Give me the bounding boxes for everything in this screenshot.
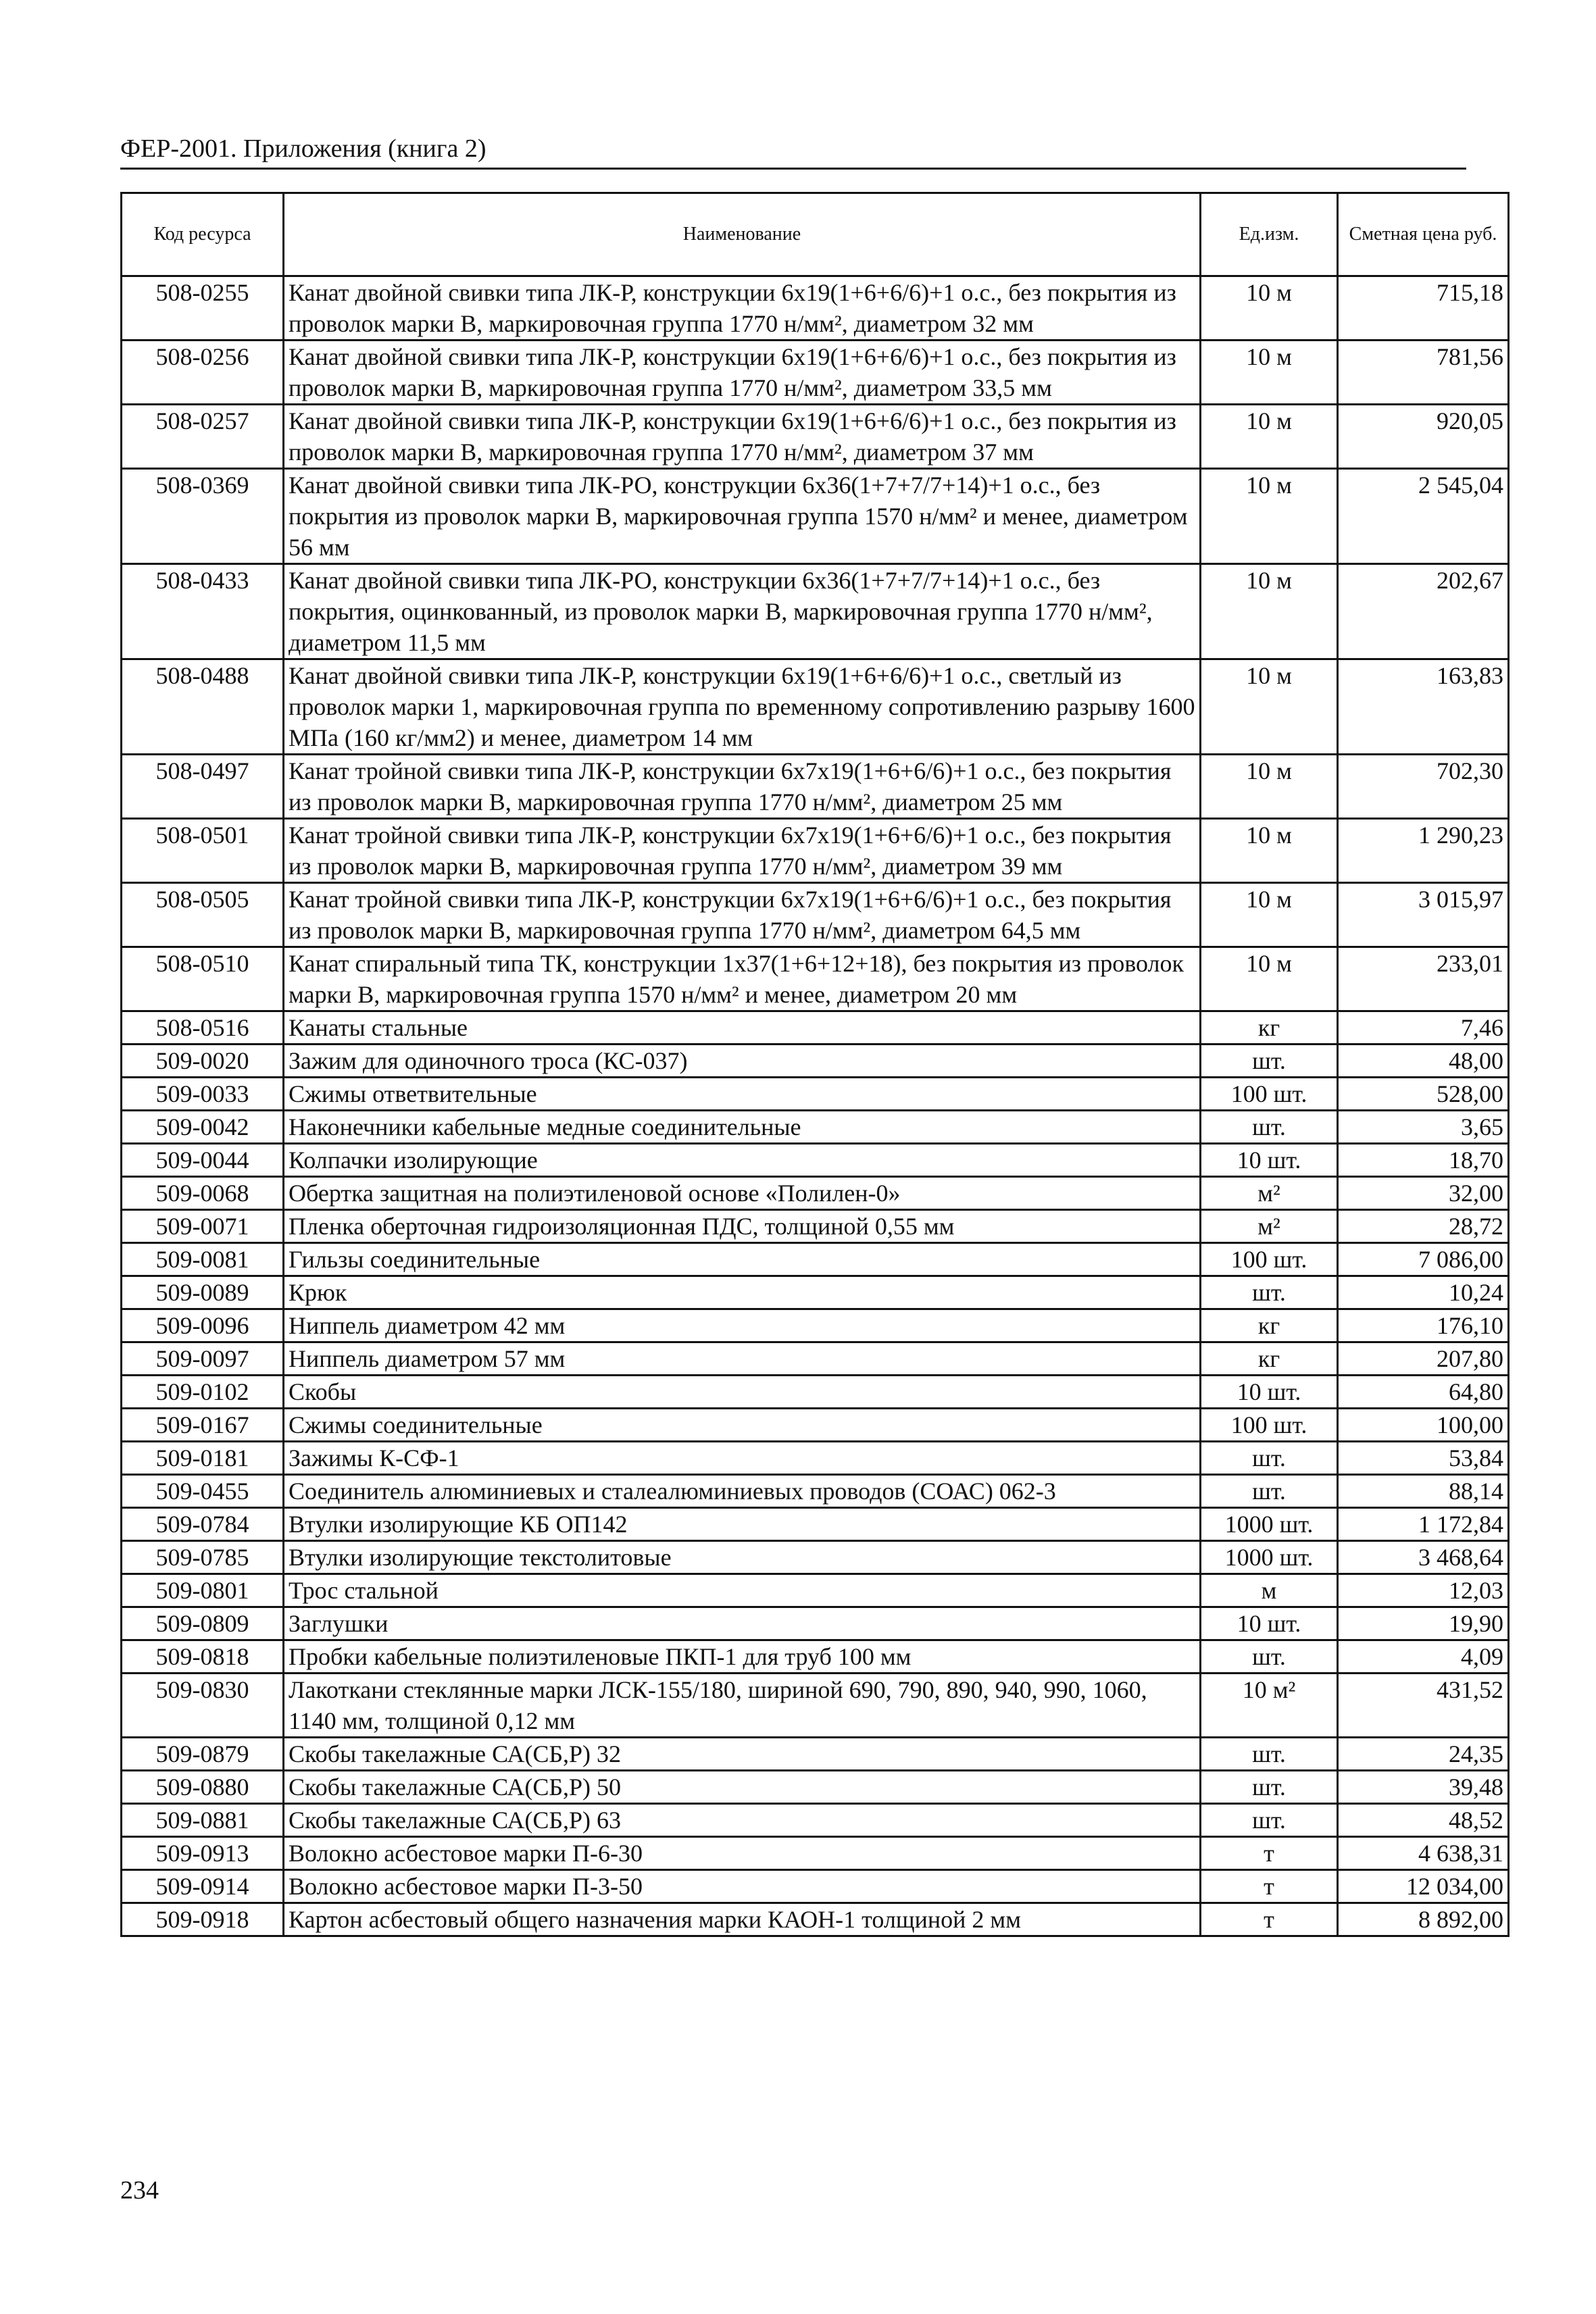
cell-price: 4,09 <box>1338 1640 1509 1674</box>
cell-name: Лакоткани стеклянные марки ЛСК-155/180, шириной 690, 790, 890, 940, 990, 1060, 1140 мм, толщиной 0,12 мм <box>284 1674 1201 1738</box>
cell-price: 163,83 <box>1338 659 1509 755</box>
cell-price: 19,90 <box>1338 1607 1509 1640</box>
cell-code: 509-0879 <box>122 1738 284 1771</box>
cell-code: 509-0455 <box>122 1475 284 1508</box>
cell-name: Канат двойной свивки типа ЛК-РО, конструкции 6х36(1+7+7/7+14)+1 о.с., без покрытия из проволок марки В, маркировочная группа 1570 н/мм² и менее, диаметром 56 мм <box>284 469 1201 564</box>
cell-price: 431,52 <box>1338 1674 1509 1738</box>
cell-price: 24,35 <box>1338 1738 1509 1771</box>
cell-code: 508-0516 <box>122 1011 284 1045</box>
cell-code: 509-0042 <box>122 1111 284 1144</box>
table-row <box>122 564 1509 659</box>
cell-code: 508-0488 <box>122 659 284 755</box>
cell-code: 509-0096 <box>122 1309 284 1342</box>
cell-name: Сжимы соединительные <box>284 1409 1201 1442</box>
cell-code: 509-0818 <box>122 1640 284 1674</box>
cell-code: 509-0809 <box>122 1607 284 1640</box>
cell-price: 88,14 <box>1338 1475 1509 1508</box>
cell-code: 509-0880 <box>122 1771 284 1804</box>
page-header: ФЕР-2001. Приложения (книга 2) <box>120 132 1466 170</box>
cell-code: 509-0913 <box>122 1837 284 1870</box>
cell-code: 509-0918 <box>122 1903 284 1936</box>
cell-unit: 10 шт. <box>1201 1607 1338 1640</box>
column-header-price: Сметная цена руб. <box>1338 193 1509 276</box>
cell-unit: 1000 шт. <box>1201 1541 1338 1574</box>
cell-code: 509-0033 <box>122 1078 284 1111</box>
cell-name: Сжимы ответвительные <box>284 1078 1201 1111</box>
cell-code: 508-0505 <box>122 883 284 947</box>
cell-price: 53,84 <box>1338 1442 1509 1475</box>
cell-unit: 10 шт. <box>1201 1144 1338 1177</box>
price-table <box>120 192 1510 1937</box>
cell-unit: 10 м <box>1201 883 1338 947</box>
cell-code: 509-0097 <box>122 1342 284 1376</box>
cell-unit: шт. <box>1201 1045 1338 1078</box>
cell-price: 8 892,00 <box>1338 1903 1509 1936</box>
table-row <box>122 1508 1509 1541</box>
table-row <box>122 1903 1509 1936</box>
cell-price: 3 015,97 <box>1338 883 1509 947</box>
cell-price: 39,48 <box>1338 1771 1509 1804</box>
cell-name: Скобы <box>284 1376 1201 1409</box>
table-row <box>122 1804 1509 1837</box>
table-row <box>122 341 1509 405</box>
cell-code: 509-0785 <box>122 1541 284 1574</box>
table-row <box>122 883 1509 947</box>
cell-price: 18,70 <box>1338 1144 1509 1177</box>
table-row <box>122 1177 1509 1210</box>
cell-price: 528,00 <box>1338 1078 1509 1111</box>
cell-name: Канат тройной свивки типа ЛК-Р, конструкции 6х7х19(1+6+6/6)+1 о.с., без покрытия из проволок марки В, маркировочная группа 1770 н/мм², диаметром 25 мм <box>284 755 1201 819</box>
cell-unit: 10 шт. <box>1201 1376 1338 1409</box>
cell-unit: 100 шт. <box>1201 1078 1338 1111</box>
table-row <box>122 1078 1509 1111</box>
table-row <box>122 1607 1509 1640</box>
cell-code: 508-0255 <box>122 276 284 341</box>
cell-unit: 10 м <box>1201 755 1338 819</box>
table-row <box>122 755 1509 819</box>
cell-price: 2 545,04 <box>1338 469 1509 564</box>
cell-unit: 1000 шт. <box>1201 1508 1338 1541</box>
cell-name: Крюк <box>284 1276 1201 1309</box>
cell-price: 702,30 <box>1338 755 1509 819</box>
cell-name: Ниппель диаметром 42 мм <box>284 1309 1201 1342</box>
cell-code: 509-0020 <box>122 1045 284 1078</box>
cell-name: Втулки изолирующие КБ ОП142 <box>284 1508 1201 1541</box>
cell-price: 64,80 <box>1338 1376 1509 1409</box>
cell-unit: 100 шт. <box>1201 1243 1338 1276</box>
cell-price: 7 086,00 <box>1338 1243 1509 1276</box>
cell-code: 509-0167 <box>122 1409 284 1442</box>
table-row <box>122 659 1509 755</box>
table-row <box>122 1376 1509 1409</box>
cell-unit: м² <box>1201 1177 1338 1210</box>
cell-unit: кг <box>1201 1011 1338 1045</box>
cell-code: 509-0081 <box>122 1243 284 1276</box>
cell-unit: шт. <box>1201 1771 1338 1804</box>
cell-name: Канат тройной свивки типа ЛК-Р, конструкции 6х7х19(1+6+6/6)+1 о.с., без покрытия из проволок марки В, маркировочная группа 1770 н/мм², диаметром 64,5 мм <box>284 883 1201 947</box>
table-row <box>122 1045 1509 1078</box>
cell-price: 3 468,64 <box>1338 1541 1509 1574</box>
cell-name: Колпачки изолирующие <box>284 1144 1201 1177</box>
cell-code: 509-0784 <box>122 1508 284 1541</box>
cell-price: 4 638,31 <box>1338 1837 1509 1870</box>
cell-unit: шт. <box>1201 1475 1338 1508</box>
cell-name: Канат двойной свивки типа ЛК-Р, конструкции 6х19(1+6+6/6)+1 о.с., светлый из проволок марки 1, маркировочная группа по временному сопротивлению разрыву 1600 МПа (160 кг/мм2) и менее, диаметром 14 мм <box>284 659 1201 755</box>
cell-unit: шт. <box>1201 1738 1338 1771</box>
cell-name: Скобы такелажные СА(СБ,Р) 32 <box>284 1738 1201 1771</box>
cell-unit: шт. <box>1201 1111 1338 1144</box>
table-row <box>122 1210 1509 1243</box>
cell-unit: м² <box>1201 1210 1338 1243</box>
table-row <box>122 1342 1509 1376</box>
cell-unit: т <box>1201 1903 1338 1936</box>
cell-code: 509-0089 <box>122 1276 284 1309</box>
cell-price: 176,10 <box>1338 1309 1509 1342</box>
cell-unit: шт. <box>1201 1442 1338 1475</box>
cell-unit: 10 м <box>1201 659 1338 755</box>
cell-price: 48,00 <box>1338 1045 1509 1078</box>
table-row <box>122 1243 1509 1276</box>
cell-name: Гильзы соединительные <box>284 1243 1201 1276</box>
cell-code: 509-0801 <box>122 1574 284 1607</box>
column-header-name: Наименование <box>284 193 1201 276</box>
cell-unit: м <box>1201 1574 1338 1607</box>
table-header-row <box>122 193 1509 276</box>
cell-name: Зажим для одиночного троса (КС-037) <box>284 1045 1201 1078</box>
cell-name: Пленка оберточная гидроизоляционная ПДС, толщиной 0,55 мм <box>284 1210 1201 1243</box>
table-row <box>122 1574 1509 1607</box>
table-row <box>122 1541 1509 1574</box>
cell-unit: 100 шт. <box>1201 1409 1338 1442</box>
cell-unit: кг <box>1201 1342 1338 1376</box>
cell-price: 100,00 <box>1338 1409 1509 1442</box>
cell-code: 508-0501 <box>122 819 284 883</box>
cell-unit: 10 м <box>1201 276 1338 341</box>
cell-code: 509-0181 <box>122 1442 284 1475</box>
cell-code: 508-0510 <box>122 947 284 1011</box>
cell-code: 509-0102 <box>122 1376 284 1409</box>
cell-price: 715,18 <box>1338 276 1509 341</box>
table-row <box>122 405 1509 469</box>
cell-name: Втулки изолирующие текстолитовые <box>284 1541 1201 1574</box>
table-row <box>122 1475 1509 1508</box>
table-row <box>122 1442 1509 1475</box>
cell-unit: шт. <box>1201 1276 1338 1309</box>
cell-code: 508-0257 <box>122 405 284 469</box>
cell-code: 508-0369 <box>122 469 284 564</box>
cell-name: Трос стальной <box>284 1574 1201 1607</box>
cell-name: Канат спиральный типа ТК, конструкции 1х37(1+6+12+18), без покрытия из проволок марки В, маркировочная группа 1570 н/мм² и менее, диаметром 20 мм <box>284 947 1201 1011</box>
cell-name: Зажимы К-СФ-1 <box>284 1442 1201 1475</box>
table-row <box>122 1738 1509 1771</box>
table-row <box>122 1640 1509 1674</box>
table-row <box>122 1837 1509 1870</box>
table-row <box>122 469 1509 564</box>
cell-name: Волокно асбестовое марки П-3-50 <box>284 1870 1201 1903</box>
cell-unit: 10 м <box>1201 564 1338 659</box>
table-row <box>122 1144 1509 1177</box>
cell-name: Канат двойной свивки типа ЛК-РО, конструкции 6х36(1+7+7/7+14)+1 о.с., без покрытия, оцинкованный, из проволок марки В, маркировочная группа 1770 н/мм², диаметром 11,5 мм <box>284 564 1201 659</box>
page-number: 234 <box>120 2176 159 2205</box>
cell-name: Картон асбестовый общего назначения марки КАОН-1 толщиной 2 мм <box>284 1903 1201 1936</box>
table-row <box>122 1111 1509 1144</box>
cell-price: 202,67 <box>1338 564 1509 659</box>
cell-price: 920,05 <box>1338 405 1509 469</box>
cell-price: 781,56 <box>1338 341 1509 405</box>
table-row <box>122 1276 1509 1309</box>
column-header-unit: Ед.изм. <box>1201 193 1338 276</box>
table-row <box>122 1674 1509 1738</box>
cell-code: 509-0071 <box>122 1210 284 1243</box>
cell-name: Пробки кабельные полиэтиленовые ПКП-1 для труб 100 мм <box>284 1640 1201 1674</box>
cell-unit: 10 м <box>1201 469 1338 564</box>
cell-name: Канат двойной свивки типа ЛК-Р, конструкции 6х19(1+6+6/6)+1 о.с., без покрытия из проволок марки В, маркировочная группа 1770 н/мм², диаметром 33,5 мм <box>284 341 1201 405</box>
cell-name: Ниппель диаметром 57 мм <box>284 1342 1201 1376</box>
cell-price: 207,80 <box>1338 1342 1509 1376</box>
cell-price: 32,00 <box>1338 1177 1509 1210</box>
cell-code: 509-0830 <box>122 1674 284 1738</box>
cell-price: 12,03 <box>1338 1574 1509 1607</box>
table-body <box>122 276 1509 1936</box>
cell-unit: шт. <box>1201 1640 1338 1674</box>
table-row <box>122 1771 1509 1804</box>
cell-price: 7,46 <box>1338 1011 1509 1045</box>
cell-name: Канат двойной свивки типа ЛК-Р, конструкции 6х19(1+6+6/6)+1 о.с., без покрытия из проволок марки В, маркировочная группа 1770 н/мм², диаметром 37 мм <box>284 405 1201 469</box>
cell-price: 3,65 <box>1338 1111 1509 1144</box>
cell-price: 233,01 <box>1338 947 1509 1011</box>
cell-name: Канат тройной свивки типа ЛК-Р, конструкции 6х7х19(1+6+6/6)+1 о.с., без покрытия из проволок марки В, маркировочная группа 1770 н/мм², диаметром 39 мм <box>284 819 1201 883</box>
cell-unit: 10 м <box>1201 947 1338 1011</box>
cell-price: 1 290,23 <box>1338 819 1509 883</box>
cell-code: 508-0433 <box>122 564 284 659</box>
cell-code: 509-0881 <box>122 1804 284 1837</box>
table-row <box>122 1309 1509 1342</box>
cell-unit: 10 м² <box>1201 1674 1338 1738</box>
cell-price: 10,24 <box>1338 1276 1509 1309</box>
cell-unit: кг <box>1201 1309 1338 1342</box>
cell-name: Наконечники кабельные медные соединительные <box>284 1111 1201 1144</box>
table-row <box>122 819 1509 883</box>
cell-price: 12 034,00 <box>1338 1870 1509 1903</box>
cell-price: 1 172,84 <box>1338 1508 1509 1541</box>
table-row <box>122 1409 1509 1442</box>
cell-price: 48,52 <box>1338 1804 1509 1837</box>
table-row <box>122 1870 1509 1903</box>
table-row <box>122 1011 1509 1045</box>
cell-unit: т <box>1201 1837 1338 1870</box>
cell-code: 509-0068 <box>122 1177 284 1210</box>
cell-code: 509-0914 <box>122 1870 284 1903</box>
cell-unit: шт. <box>1201 1804 1338 1837</box>
cell-name: Канаты стальные <box>284 1011 1201 1045</box>
cell-name: Обертка защитная на полиэтиленовой основе «Полилен-0» <box>284 1177 1201 1210</box>
cell-unit: 10 м <box>1201 819 1338 883</box>
cell-price: 28,72 <box>1338 1210 1509 1243</box>
cell-name: Волокно асбестовое марки П-6-30 <box>284 1837 1201 1870</box>
cell-code: 508-0497 <box>122 755 284 819</box>
cell-code: 508-0256 <box>122 341 284 405</box>
cell-code: 509-0044 <box>122 1144 284 1177</box>
cell-name: Скобы такелажные СА(СБ,Р) 63 <box>284 1804 1201 1837</box>
table-row <box>122 276 1509 341</box>
cell-name: Соединитель алюминиевых и сталеалюминиевых проводов (СОАС) 062-3 <box>284 1475 1201 1508</box>
cell-unit: т <box>1201 1870 1338 1903</box>
cell-name: Заглушки <box>284 1607 1201 1640</box>
cell-unit: 10 м <box>1201 341 1338 405</box>
cell-name: Канат двойной свивки типа ЛК-Р, конструкции 6х19(1+6+6/6)+1 о.с., без покрытия из проволок марки В, маркировочная группа 1770 н/мм², диаметром 32 мм <box>284 276 1201 341</box>
cell-name: Скобы такелажные СА(СБ,Р) 50 <box>284 1771 1201 1804</box>
table-row <box>122 947 1509 1011</box>
column-header-code: Код ресурса <box>122 193 284 276</box>
cell-unit: 10 м <box>1201 405 1338 469</box>
